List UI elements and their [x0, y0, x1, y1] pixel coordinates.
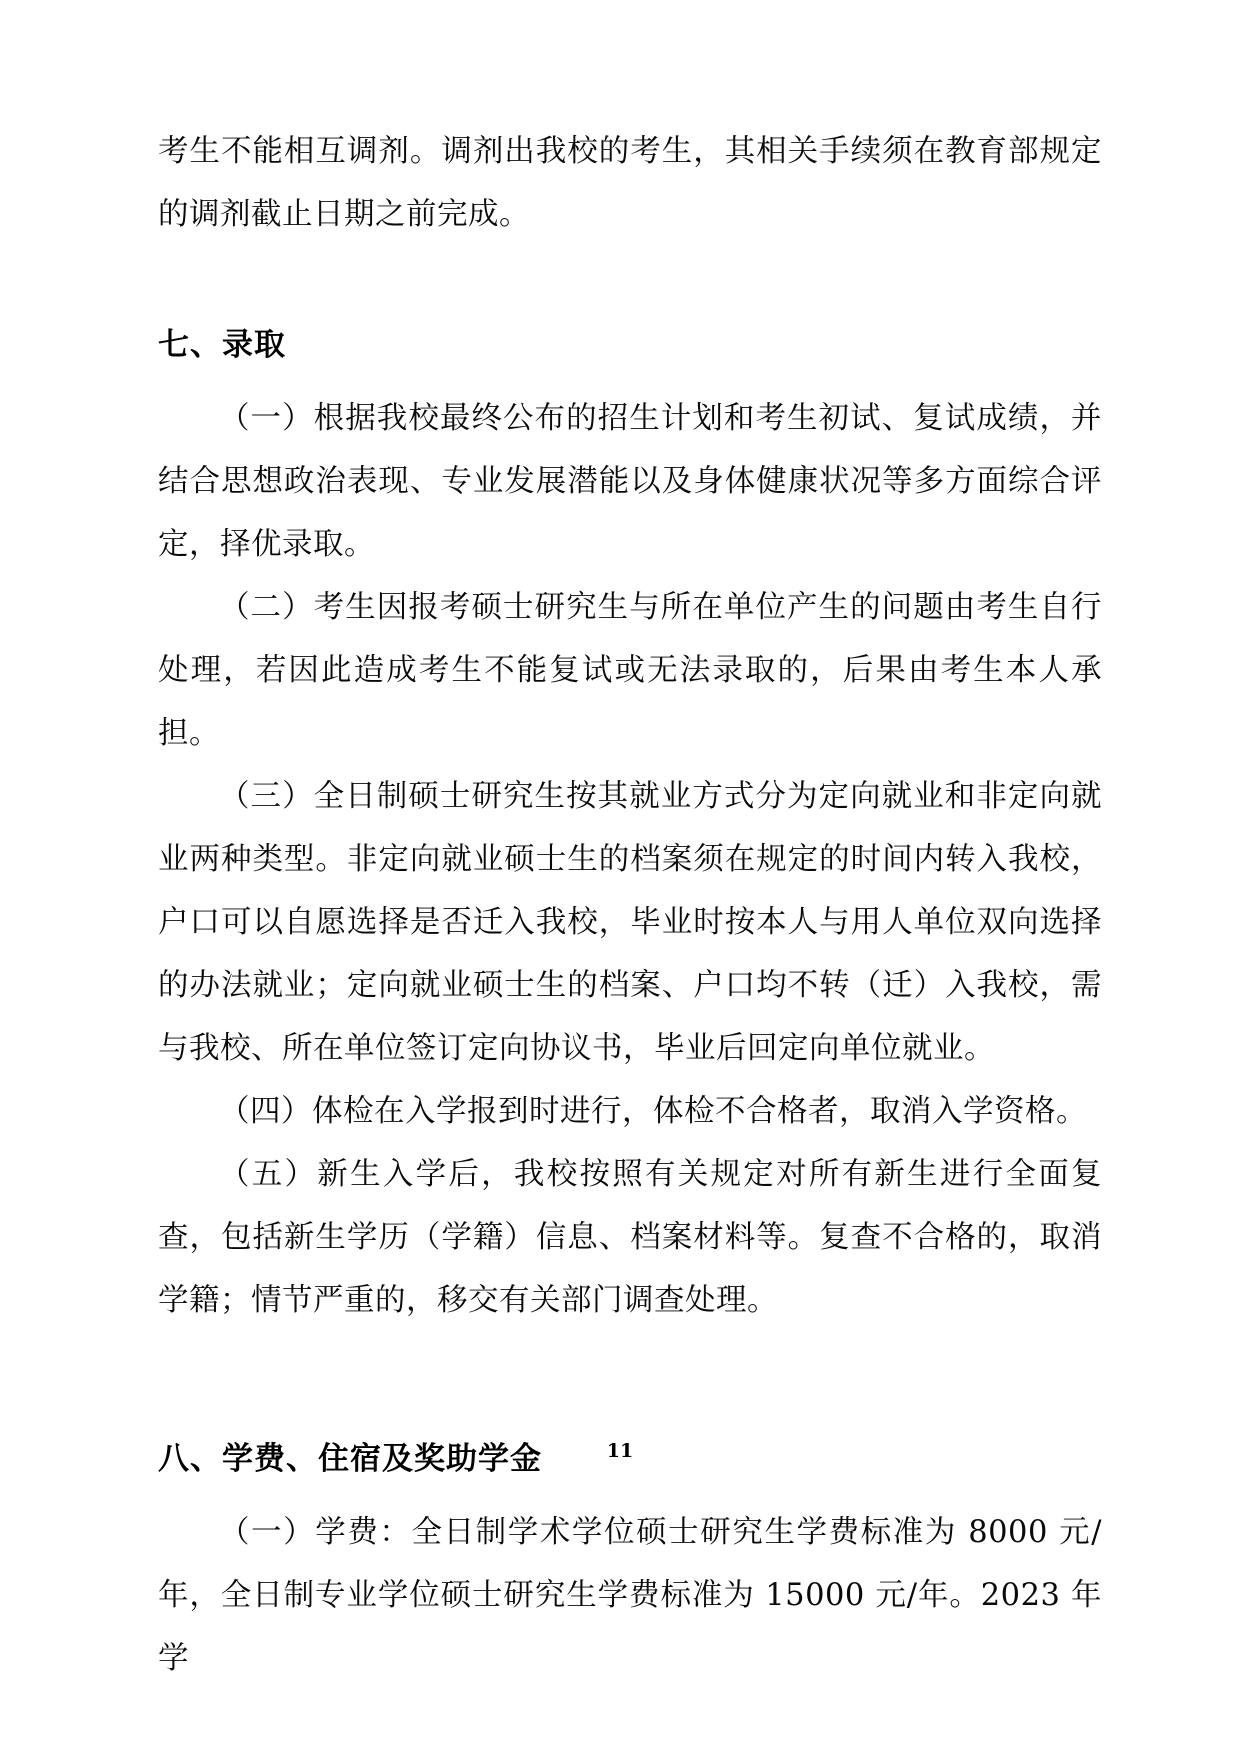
spacer-after-section-eight: [158, 1491, 1102, 1501]
paragraph-admission-2: （二）考生因报考硕士研究生与所在单位产生的问题由考生自行处理，若因此造成考生不能复试或无法录取的，后果由考生本人承担。: [158, 590, 1102, 751]
paragraph-admission-3: （三）全日制硕士研究生按其就业方式分为定向就业和非定向就业两种类型。非定向就业硕士生的档案须在规定的时间内转入我校，户口可以自愿选择是否迁入我校，毕业时按本人与用人单位双向选择的办法就业；定向就业硕士生的档案、户口均不转（迁）入我校，需与我校、所在单位签订定向协议书，毕业后回定向单位就业。: [158, 779, 1102, 1066]
paragraph-transfer-continuation: 考生不能相互调剂。调剂出我校的考生，其相关手续须在教育部规定的调剂截止日期之前完成。: [158, 134, 1102, 232]
spacer-after-section-seven: [158, 377, 1102, 387]
paragraph-admission-4: （四）体检在入学报到时进行，体检不合格者，取消入学资格。: [219, 1094, 1087, 1129]
paragraph-admission-1: （一）根据我校最终公布的招生计划和考生初试、复试成绩，并结合思想政治表现、专业发展潜能以及身体健康状况等多方面综合评定，择优录取。: [158, 401, 1102, 562]
paragraph-tuition-1: （一）学费：全日制学术学位硕士研究生学费标准为 8000 元/年，全日制专业学位硕士研究生学费标准为 15000 元/年。2023 年学: [158, 1515, 1102, 1676]
section-heading-seven: 七、录取: [158, 327, 286, 363]
section-heading-eight: 八、学费、住宿及奖助学金: [158, 1441, 542, 1477]
spacer-before-section-eight: [158, 1332, 1102, 1428]
paragraph-admission-5: （五）新生入学后，我校按照有关规定对所有新生进行全面复查，包括新生学历（学籍）信息、档案材料等。复查不合格的，取消学籍；情节严重的，移交有关部门调查处理。: [158, 1157, 1102, 1318]
page-number: 11: [606, 1440, 634, 1462]
spacer-before-section-seven: [158, 246, 1102, 314]
